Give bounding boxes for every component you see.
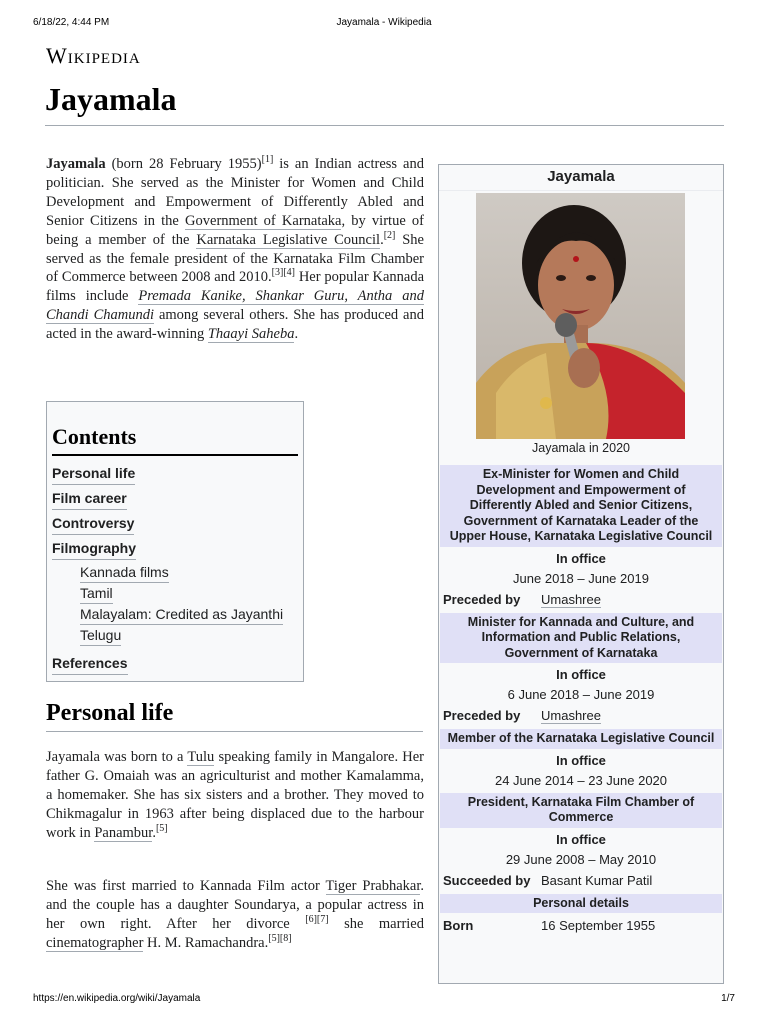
in-office-label: In office bbox=[556, 550, 606, 566]
infobox bbox=[438, 164, 724, 984]
successor-row bbox=[439, 870, 723, 892]
toc-item-references[interactable]: References bbox=[52, 652, 128, 675]
role-heading: Minister for Kannada and Culture, and Information and Public Relations, Government of Karnataka bbox=[440, 613, 722, 664]
born-row bbox=[439, 915, 723, 937]
successor-value: Basant Kumar Patil bbox=[541, 872, 653, 888]
term-dates: June 2018 – June 2019 bbox=[513, 570, 649, 586]
role-heading: Member of the Karnataka Legislative Council bbox=[440, 729, 722, 749]
toc-item-telugu[interactable]: Telugu bbox=[80, 625, 121, 646]
lead-subject: Jayamala bbox=[46, 156, 106, 172]
toc-item-film-career[interactable]: Film career bbox=[52, 487, 127, 510]
link-films[interactable]: Premada Kanike, Shankar Guru, Antha and Chandi Chamundi bbox=[46, 288, 424, 324]
infobox-title: Jayamala bbox=[439, 165, 723, 191]
link-predecessor[interactable]: Umashree bbox=[541, 591, 601, 607]
successor-label: Succeeded by bbox=[443, 872, 531, 888]
section-heading-personal-life: Personal life bbox=[46, 700, 174, 726]
toc-item-tamil[interactable]: Tamil bbox=[80, 583, 113, 604]
portrait-caption: Jayamala in 2020 bbox=[532, 441, 630, 455]
personal-life-paragraph-1: Jayamala was born to a Tulu speaking family in Mangalore. Her father G. Omaiah was an agriculturist and mother Kamalamma, a homemaker. She has six sisters and a brother. They moved to Chikmagalur in 1963 after being displaced due to the harbour work in Panambur.[5] bbox=[46, 749, 425, 841]
print-header bbox=[33, 17, 735, 31]
link-government-of-karnataka[interactable]: Government of Karnataka bbox=[185, 212, 342, 229]
reference-link[interactable]: [4] bbox=[283, 267, 295, 279]
toc-item-filmography[interactable]: Filmography bbox=[52, 537, 136, 560]
link-thaayi-saheba[interactable]: Thaayi Saheba bbox=[207, 326, 295, 343]
role-heading: Ex-Minister for Women and Child Development and Empowerment of Differently Abled and Senior Citizens, Government of Karnataka Leader of the Upper House, Karnataka Legislative Council bbox=[440, 465, 722, 547]
born-label: Born bbox=[443, 918, 474, 933]
in-office-label: In office bbox=[556, 831, 606, 847]
link-tiger-prabhakar[interactable]: Tiger Prabhakar bbox=[325, 878, 421, 894]
link-panambur[interactable]: Panambur bbox=[94, 824, 153, 841]
link-tulu[interactable]: Tulu bbox=[187, 749, 215, 765]
print-footer bbox=[33, 993, 735, 1007]
portrait-image[interactable] bbox=[476, 193, 685, 439]
predecessor-label: Preceded by bbox=[443, 591, 521, 607]
toc-item-personal-life[interactable]: Personal life bbox=[52, 462, 135, 485]
in-office-label: In office bbox=[556, 667, 606, 682]
table-of-contents bbox=[46, 401, 304, 682]
reference-link[interactable]: [2] bbox=[383, 229, 396, 241]
lead-paragraph: Jayamala (born 28 February 1955)[1] is an Indian actress and politician. She served as the Minister for Women and Child Development and Empowerment of Differently Abled and Senior Citizens in the Government of Karnataka, by virtue of being a member of the Karnataka Legislative Council.[2] She served as the female president of the Karnataka Film Chamber of Commerce between 2008 and 2010.[3][4] Her popular Kannada films include Premada Kanike, Shankar Guru, Antha and Chandi Chamundi among several others. She has produced and acted in the award-winning Thaayi Saheba. bbox=[46, 154, 425, 343]
term-dates: 29 June 2008 – May 2010 bbox=[505, 851, 657, 867]
reference-link[interactable]: [1] bbox=[261, 154, 274, 166]
section-divider bbox=[46, 731, 423, 732]
print-page-title: Jayamala - Wikipedia bbox=[336, 17, 432, 28]
toc-item-controversy[interactable]: Controversy bbox=[52, 512, 134, 535]
predecessor-row bbox=[439, 705, 723, 727]
in-office-label: In office bbox=[556, 752, 606, 768]
role-heading: President, Karnataka Film Chamber of Commerce bbox=[440, 793, 722, 828]
wikipedia-wordmark[interactable]: Wikipedia bbox=[46, 43, 141, 68]
predecessor-row bbox=[439, 589, 723, 611]
print-url: https://en.wikipedia.org/wiki/Jayamala bbox=[33, 993, 201, 1004]
term-dates: 24 June 2014 – 23 June 2020 bbox=[494, 772, 668, 788]
reference-link[interactable]: [5] bbox=[268, 932, 280, 944]
toc-title: Contents bbox=[52, 424, 298, 456]
reference-link[interactable]: [5] bbox=[155, 822, 168, 834]
reference-link[interactable]: [7] bbox=[316, 913, 329, 925]
term-dates: 6 June 2018 – June 2019 bbox=[507, 687, 655, 702]
link-karnataka-legislative-council[interactable]: Karnataka Legislative Council bbox=[196, 231, 381, 248]
title-divider bbox=[45, 125, 724, 126]
print-page-number: 1/7 bbox=[721, 993, 735, 1004]
toc-item-malayalam[interactable]: Malayalam: Credited as Jayanthi bbox=[80, 604, 283, 625]
predecessor-label: Preceded by bbox=[443, 708, 521, 723]
reference-link[interactable]: [8] bbox=[279, 932, 292, 944]
personal-details-heading: Personal details bbox=[440, 894, 722, 914]
link-cinematographer[interactable]: cinematographer bbox=[46, 934, 144, 951]
personal-life-paragraph-2: She was first married to Kannada Film actor Tiger Prabhakar. and the couple has a daughter Soundarya, a popular actress in her own right. After her divorce [6][7] she married cinematographer H. M. Ramachandra.[5][8] bbox=[46, 878, 424, 951]
reference-link[interactable]: [6] bbox=[305, 913, 317, 925]
page-title: Jayamala bbox=[45, 81, 177, 117]
reference-link[interactable]: [3] bbox=[271, 267, 284, 279]
born-value: 16 September 1955 bbox=[541, 918, 656, 933]
print-date: 6/18/22, 4:44 PM bbox=[33, 17, 110, 28]
toc-item-kannada-films[interactable]: Kannada films bbox=[80, 562, 169, 583]
link-predecessor[interactable]: Umashree bbox=[541, 708, 601, 723]
